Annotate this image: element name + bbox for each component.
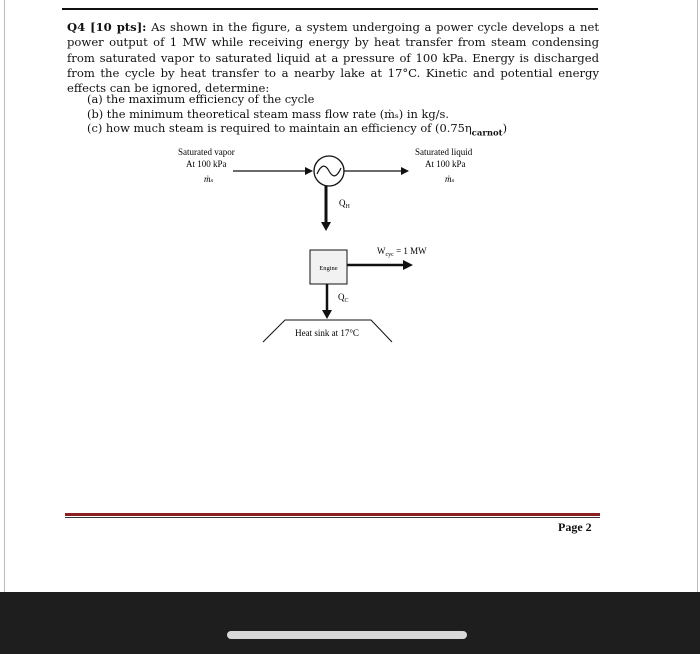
heat-in-subscript: H	[345, 204, 350, 210]
engine-label: Engine	[319, 265, 338, 272]
footer-rule-dark	[65, 517, 600, 518]
part-c-text: (c) how much steam is required to maintain an efficiency of (0.75η	[87, 121, 472, 135]
footer-rule-red	[65, 513, 600, 516]
outlet-label-2: At 100 kPa	[425, 159, 466, 169]
inlet-label-2: At 100 kPa	[186, 159, 227, 169]
inlet-arrowhead	[305, 167, 313, 175]
part-c-close: )	[502, 121, 508, 135]
part-a: (a) the maximum efficiency of the cycle	[87, 92, 315, 106]
part-c-subscript: carnot	[471, 128, 503, 139]
work-subscript: cyc	[385, 252, 394, 258]
document-page	[4, 0, 698, 592]
heat-in-label	[339, 198, 351, 210]
heat-in-arrowhead	[321, 222, 331, 231]
inlet-label-1: Saturated vapor	[178, 147, 235, 157]
outlet-arrowhead	[401, 167, 409, 175]
work-label	[377, 246, 427, 258]
heat-out-label	[338, 292, 349, 304]
power-cycle-diagram	[5, 0, 697, 592]
question-body: As shown in the figure, a system undergoing a power cycle develops a net power output of 1 MW while receiving energy by heat transfer from steam condensing from saturated vapor to saturated liquid at a pressure of 100 kPa. Energy is discharged from the cycle by heat transfer to a nearby lake at 17°C. Kinetic and potential energy effects can be ignored, determine:	[67, 20, 599, 96]
inlet-flow-label: ṁₛ	[204, 174, 214, 184]
home-indicator[interactable]	[227, 631, 467, 639]
work-symbol: W	[377, 246, 386, 256]
part-b: (b) the minimum theoretical steam mass flow rate (ṁₛ) in kg/s.	[87, 106, 449, 121]
outlet-label-1: Saturated liquid	[415, 147, 473, 157]
viewer-bottom-bar	[0, 592, 700, 654]
heat-out-symbol: Q	[338, 292, 345, 302]
heat-out-arrowhead	[322, 310, 332, 319]
heat-out-subscript: C	[344, 298, 349, 304]
page-number: Page 2	[558, 520, 592, 534]
work-arrowhead	[403, 260, 413, 270]
heat-sink-label: Heat sink at 17°C	[295, 328, 359, 338]
heat-in-symbol: Q	[339, 198, 346, 208]
question-label: Q4 [10 pts]:	[67, 20, 147, 34]
work-value: = 1 MW	[393, 246, 427, 256]
outlet-flow-label: ṁₛ	[445, 174, 455, 184]
